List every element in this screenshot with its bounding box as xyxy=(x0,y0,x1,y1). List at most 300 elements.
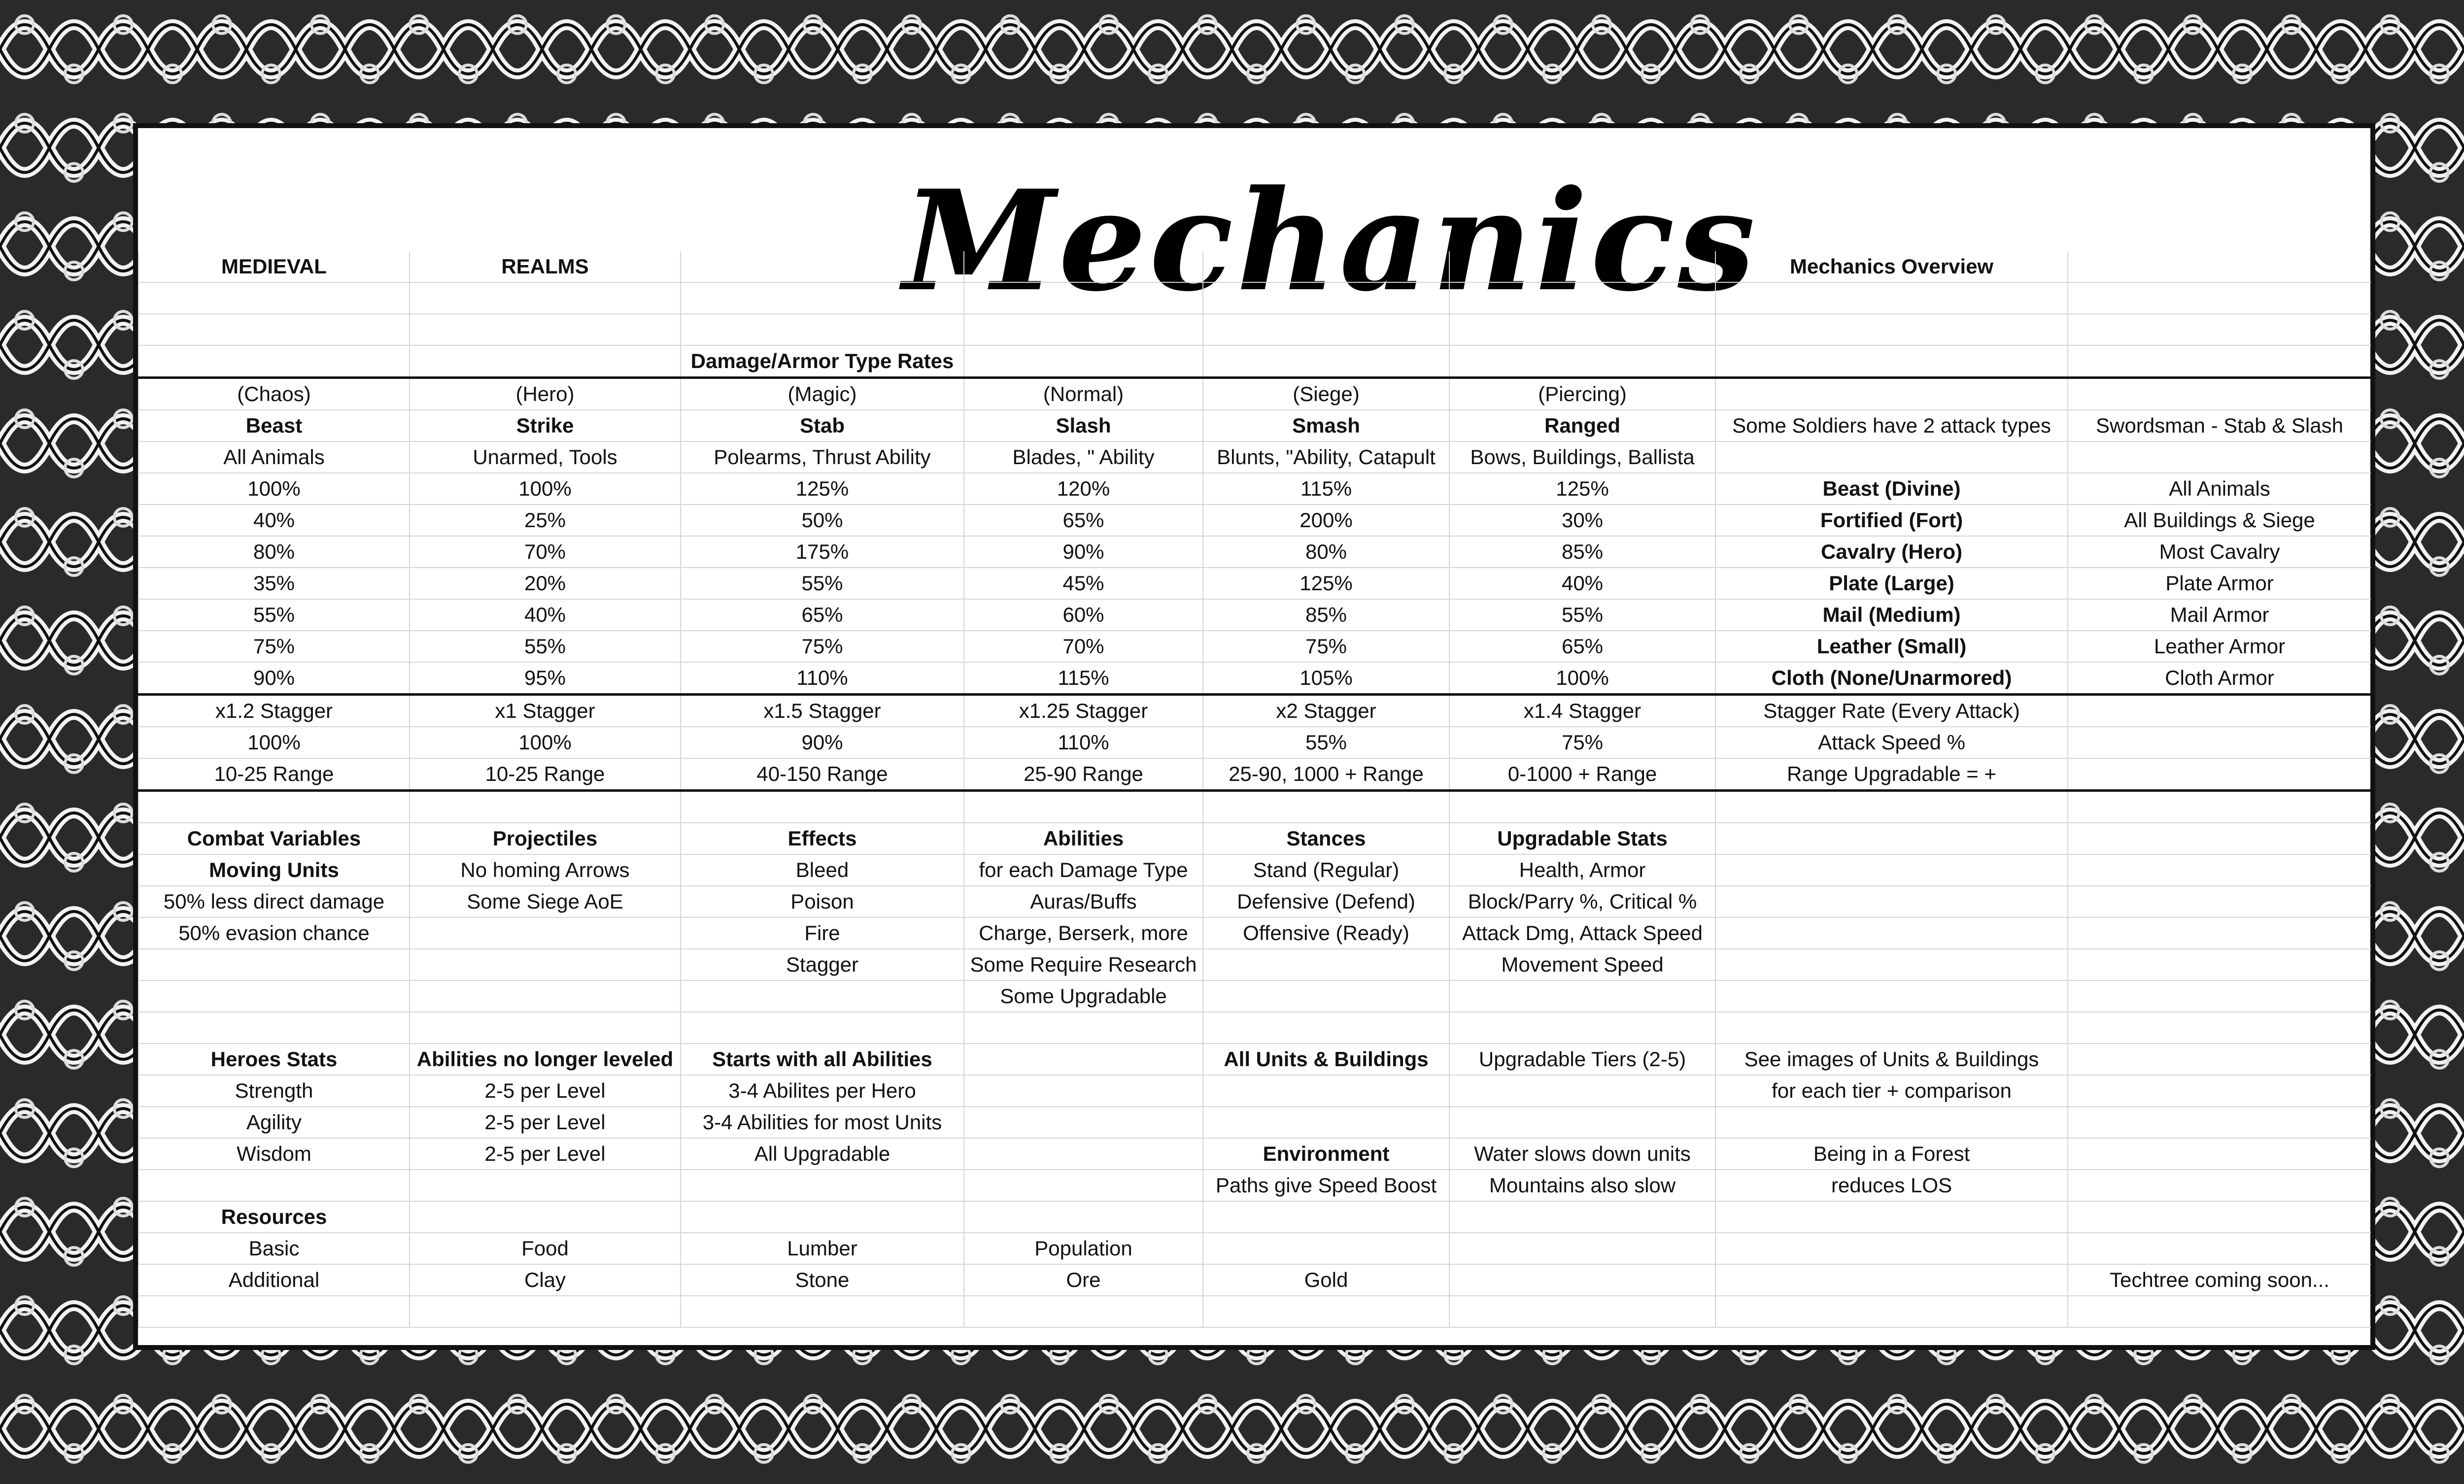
table-cell[interactable]: Fortified (Fort) xyxy=(1715,505,2068,536)
table-row xyxy=(138,314,2371,345)
table-cell[interactable]: 55% xyxy=(1203,727,1449,758)
table-cell[interactable]: 90% xyxy=(681,727,964,758)
stagger-row xyxy=(138,695,2371,727)
table-cell[interactable] xyxy=(1715,917,2068,949)
table-cell[interactable]: 100% xyxy=(138,727,410,758)
table-cell[interactable]: Polearms, Thrust Ability xyxy=(681,441,964,473)
table-cell[interactable]: 25% xyxy=(410,505,681,536)
table-cell[interactable]: Offensive (Ready) xyxy=(1203,917,1449,949)
table-cell[interactable] xyxy=(1715,1296,2068,1327)
table-cell[interactable]: Additional xyxy=(138,1264,410,1296)
table-cell[interactable] xyxy=(1715,282,2068,314)
table-cell[interactable]: Beast (Divine) xyxy=(1715,473,2068,505)
table-cell[interactable]: 75% xyxy=(1449,727,1715,758)
table-cell[interactable]: 105% xyxy=(1203,662,1449,695)
table-cell[interactable]: Blades, " Ability xyxy=(964,441,1203,473)
table-cell[interactable] xyxy=(1203,345,1449,378)
table-cell[interactable] xyxy=(138,791,410,823)
table-cell[interactable]: 65% xyxy=(1449,631,1715,662)
table-cell[interactable]: Slash xyxy=(964,410,1203,441)
table-cell[interactable]: Ranged xyxy=(1449,410,1715,441)
table-cell[interactable] xyxy=(1203,1012,1449,1044)
table-cell[interactable]: 90% xyxy=(964,536,1203,568)
table-cell[interactable]: Effects xyxy=(681,823,964,854)
table-cell[interactable] xyxy=(1715,886,2068,917)
table-cell[interactable]: Resources xyxy=(138,1201,410,1233)
table-cell[interactable] xyxy=(2068,1075,2371,1107)
table-cell[interactable] xyxy=(410,1170,681,1201)
table-cell[interactable]: Gold xyxy=(1203,1264,1449,1296)
table-cell[interactable] xyxy=(1715,823,2068,854)
table-cell[interactable] xyxy=(1449,1107,1715,1138)
table-cell[interactable]: REALMS xyxy=(410,251,681,282)
table-cell[interactable]: 100% xyxy=(1449,662,1715,695)
table-cell[interactable]: 0-1000 + Range xyxy=(1449,758,1715,791)
table-cell[interactable] xyxy=(2068,1012,2371,1044)
combat-row xyxy=(138,980,2371,1012)
table-cell[interactable]: 100% xyxy=(410,727,681,758)
heroes-row xyxy=(138,1044,2371,1075)
table-cell[interactable]: Mountains also slow xyxy=(1449,1170,1715,1201)
table-cell[interactable] xyxy=(138,1296,410,1327)
table-cell[interactable]: 10-25 Range xyxy=(138,758,410,791)
table-cell[interactable] xyxy=(2068,917,2371,949)
table-cell[interactable]: Charge, Berserk, more xyxy=(964,917,1203,949)
table-cell[interactable] xyxy=(1715,854,2068,886)
table-cell[interactable] xyxy=(410,282,681,314)
table-cell[interactable]: (Siege) xyxy=(1203,378,1449,410)
table-cell[interactable] xyxy=(1449,980,1715,1012)
table-cell[interactable]: Upgradable Stats xyxy=(1449,823,1715,854)
table-cell[interactable] xyxy=(1715,980,2068,1012)
table-cell[interactable] xyxy=(2068,1201,2371,1233)
table-cell[interactable]: (Magic) xyxy=(681,378,964,410)
table-cell[interactable] xyxy=(138,314,410,345)
table-cell[interactable]: Population xyxy=(964,1233,1203,1264)
table-cell[interactable] xyxy=(964,1170,1203,1201)
table-cell[interactable] xyxy=(681,1170,964,1201)
spreadsheet-sheet xyxy=(138,128,2370,1345)
table-cell[interactable] xyxy=(1715,1233,2068,1264)
table-cell[interactable]: 200% xyxy=(1203,505,1449,536)
table-cell[interactable] xyxy=(1715,791,2068,823)
table-cell[interactable] xyxy=(964,1138,1203,1170)
table-cell[interactable]: reduces LOS xyxy=(1715,1170,2068,1201)
table-cell[interactable]: 10-25 Range xyxy=(410,758,681,791)
speed-row xyxy=(138,727,2371,758)
table-cell[interactable]: Projectiles xyxy=(410,823,681,854)
table-row xyxy=(138,282,2371,314)
table-cell[interactable] xyxy=(1715,1012,2068,1044)
table-cell[interactable]: 25-90, 1000 + Range xyxy=(1203,758,1449,791)
table-cell[interactable] xyxy=(681,980,964,1012)
table-cell[interactable]: Some Siege AoE xyxy=(410,886,681,917)
table-cell[interactable] xyxy=(2068,854,2371,886)
table-cell[interactable]: 3-4 Abilites per Hero xyxy=(681,1075,964,1107)
table-cell[interactable] xyxy=(2068,886,2371,917)
table-cell[interactable]: 40% xyxy=(138,505,410,536)
table-cell[interactable] xyxy=(681,314,964,345)
table-cell[interactable]: Defensive (Defend) xyxy=(1203,886,1449,917)
table-cell[interactable]: 85% xyxy=(1203,599,1449,631)
table-cell[interactable] xyxy=(1449,1296,1715,1327)
table-cell[interactable]: Health, Armor xyxy=(1449,854,1715,886)
table-cell[interactable]: 95% xyxy=(410,662,681,695)
table-cell[interactable]: Swordsman - Stab & Slash xyxy=(2068,410,2371,441)
table-cell[interactable]: Strike xyxy=(410,410,681,441)
table-cell[interactable] xyxy=(410,314,681,345)
table-cell[interactable] xyxy=(138,282,410,314)
table-cell[interactable]: Leather Armor xyxy=(2068,631,2371,662)
combat-row xyxy=(138,854,2371,886)
table-cell[interactable] xyxy=(2068,441,2371,473)
table-cell[interactable] xyxy=(964,1107,1203,1138)
table-row xyxy=(138,1296,2371,1327)
table-cell[interactable]: Stab xyxy=(681,410,964,441)
table-cell[interactable] xyxy=(2068,1138,2371,1170)
table-cell[interactable]: Cloth Armor xyxy=(2068,662,2371,695)
table-cell[interactable] xyxy=(1715,441,2068,473)
table-cell[interactable]: Auras/Buffs xyxy=(964,886,1203,917)
table-cell[interactable]: Cavalry (Hero) xyxy=(1715,536,2068,568)
table-cell[interactable]: x2 Stagger xyxy=(1203,695,1449,727)
table-cell[interactable] xyxy=(2068,251,2371,282)
table-cell[interactable] xyxy=(1715,1264,2068,1296)
table-row xyxy=(138,791,2371,823)
table-cell[interactable]: 125% xyxy=(681,473,964,505)
header-row xyxy=(138,251,2371,282)
resources-title-row xyxy=(138,1201,2371,1233)
table-cell[interactable]: 65% xyxy=(681,599,964,631)
table-cell[interactable]: 75% xyxy=(681,631,964,662)
table-cell[interactable] xyxy=(1203,949,1449,980)
table-cell[interactable] xyxy=(1449,345,1715,378)
table-cell[interactable] xyxy=(1715,314,2068,345)
table-cell[interactable] xyxy=(1203,1107,1449,1138)
table-cell[interactable]: x1 Stagger xyxy=(410,695,681,727)
table-cell[interactable]: MEDIEVAL xyxy=(138,251,410,282)
table-cell[interactable] xyxy=(964,1201,1203,1233)
table-cell[interactable]: All Upgradable xyxy=(681,1138,964,1170)
table-cell[interactable] xyxy=(1449,1012,1715,1044)
table-cell[interactable]: Some Require Research xyxy=(964,949,1203,980)
table-cell[interactable]: 120% xyxy=(964,473,1203,505)
table-cell[interactable] xyxy=(410,980,681,1012)
table-cell[interactable] xyxy=(1715,1107,2068,1138)
table-cell[interactable]: Stagger xyxy=(681,949,964,980)
table-cell[interactable]: 40% xyxy=(1449,568,1715,599)
table-cell[interactable] xyxy=(2068,1044,2371,1075)
table-cell[interactable] xyxy=(138,949,410,980)
table-cell[interactable]: Wisdom xyxy=(138,1138,410,1170)
table-cell[interactable]: 80% xyxy=(138,536,410,568)
table-cell[interactable] xyxy=(964,314,1203,345)
table-cell[interactable]: Water slows down units xyxy=(1449,1138,1715,1170)
table-cell[interactable] xyxy=(410,1201,681,1233)
table-cell[interactable] xyxy=(1715,949,2068,980)
table-cell[interactable] xyxy=(1203,251,1449,282)
table-row xyxy=(138,1012,2371,1044)
heroes-row xyxy=(138,1138,2371,1170)
table-cell[interactable] xyxy=(1449,1075,1715,1107)
table-cell[interactable] xyxy=(2068,980,2371,1012)
table-cell[interactable]: Basic xyxy=(138,1233,410,1264)
table-cell[interactable] xyxy=(410,949,681,980)
table-cell[interactable]: All Buildings & Siege xyxy=(2068,505,2371,536)
table-cell[interactable] xyxy=(2068,727,2371,758)
table-cell[interactable]: All Units & Buildings xyxy=(1203,1044,1449,1075)
table-cell[interactable]: Plate Armor xyxy=(2068,568,2371,599)
table-cell[interactable]: 80% xyxy=(1203,536,1449,568)
combat-header-row xyxy=(138,823,2371,854)
table-cell[interactable]: Clay xyxy=(410,1264,681,1296)
table-cell[interactable] xyxy=(681,1201,964,1233)
table-cell[interactable]: Stagger Rate (Every Attack) xyxy=(1715,695,2068,727)
table-cell[interactable]: Some Soldiers have 2 attack types xyxy=(1715,410,2068,441)
table-cell[interactable] xyxy=(1203,1201,1449,1233)
table-cell[interactable] xyxy=(1449,1233,1715,1264)
damage-rate-row xyxy=(138,599,2371,631)
table-cell[interactable] xyxy=(2068,823,2371,854)
table-cell[interactable] xyxy=(1449,1264,1715,1296)
table-cell[interactable]: 110% xyxy=(964,727,1203,758)
table-cell[interactable] xyxy=(2068,378,2371,410)
table-cell[interactable] xyxy=(1203,1233,1449,1264)
table-cell[interactable]: Moving Units xyxy=(138,854,410,886)
table-cell[interactable]: Environment xyxy=(1203,1138,1449,1170)
table-cell[interactable]: 40% xyxy=(410,599,681,631)
table-cell[interactable]: (Chaos) xyxy=(138,378,410,410)
table-cell[interactable] xyxy=(2068,949,2371,980)
table-cell[interactable]: Paths give Speed Boost xyxy=(1203,1170,1449,1201)
table-cell[interactable]: x1.5 Stagger xyxy=(681,695,964,727)
table-cell[interactable] xyxy=(2068,345,2371,378)
table-cell[interactable]: 70% xyxy=(410,536,681,568)
table-cell[interactable]: Attack Speed % xyxy=(1715,727,2068,758)
table-cell[interactable] xyxy=(964,251,1203,282)
table-cell[interactable]: 90% xyxy=(138,662,410,695)
table-cell[interactable] xyxy=(410,917,681,949)
table-cell[interactable] xyxy=(1449,282,1715,314)
table-cell[interactable]: 115% xyxy=(964,662,1203,695)
table-cell[interactable] xyxy=(681,1012,964,1044)
table-cell[interactable] xyxy=(2068,758,2371,791)
table-cell[interactable]: x1.25 Stagger xyxy=(964,695,1203,727)
section-title-row xyxy=(138,345,2371,378)
table-cell[interactable]: Leather (Small) xyxy=(1715,631,2068,662)
table-cell[interactable] xyxy=(681,282,964,314)
table-cell[interactable]: Fire xyxy=(681,917,964,949)
table-cell[interactable]: Plate (Large) xyxy=(1715,568,2068,599)
table-cell[interactable]: 55% xyxy=(681,568,964,599)
table-cell[interactable]: Food xyxy=(410,1233,681,1264)
table-cell[interactable]: 2-5 per Level xyxy=(410,1107,681,1138)
table-cell[interactable] xyxy=(138,345,410,378)
table-cell[interactable] xyxy=(2068,1107,2371,1138)
table-cell[interactable] xyxy=(1203,282,1449,314)
heroes-row xyxy=(138,1075,2371,1107)
table-cell[interactable] xyxy=(410,791,681,823)
table-cell[interactable] xyxy=(681,791,964,823)
table-cell[interactable]: Damage/Armor Type Rates xyxy=(681,345,964,378)
table-cell[interactable]: 175% xyxy=(681,536,964,568)
table-cell[interactable]: 125% xyxy=(1449,473,1715,505)
table-cell[interactable]: Strength xyxy=(138,1075,410,1107)
table-cell[interactable]: Poison xyxy=(681,886,964,917)
table-cell[interactable]: Range Upgradable = + xyxy=(1715,758,2068,791)
table-cell[interactable]: 85% xyxy=(1449,536,1715,568)
table-cell[interactable]: Lumber xyxy=(681,1233,964,1264)
table-cell[interactable]: Unarmed, Tools xyxy=(410,441,681,473)
table-cell[interactable]: Mail (Medium) xyxy=(1715,599,2068,631)
table-cell[interactable]: Mail Armor xyxy=(2068,599,2371,631)
table-cell[interactable] xyxy=(964,1044,1203,1075)
table-cell[interactable]: Stone xyxy=(681,1264,964,1296)
table-cell[interactable]: Upgradable Tiers (2-5) xyxy=(1449,1044,1715,1075)
table-cell[interactable]: All Animals xyxy=(138,441,410,473)
table-cell[interactable] xyxy=(1203,1075,1449,1107)
table-cell[interactable]: Abilities xyxy=(964,823,1203,854)
table-cell[interactable]: 110% xyxy=(681,662,964,695)
table-cell[interactable]: (Normal) xyxy=(964,378,1203,410)
table-cell[interactable]: 2-5 per Level xyxy=(410,1138,681,1170)
damage-rate-row xyxy=(138,536,2371,568)
table-cell[interactable]: 125% xyxy=(1203,568,1449,599)
table-cell[interactable] xyxy=(1449,251,1715,282)
table-cell[interactable]: Mechanics Overview xyxy=(1715,251,2068,282)
table-cell[interactable]: Ore xyxy=(964,1264,1203,1296)
table-cell[interactable]: 30% xyxy=(1449,505,1715,536)
table-cell[interactable]: 55% xyxy=(1449,599,1715,631)
range-row xyxy=(138,758,2371,791)
table-cell[interactable]: 100% xyxy=(410,473,681,505)
table-cell[interactable]: (Hero) xyxy=(410,378,681,410)
table-cell[interactable]: 75% xyxy=(138,631,410,662)
table-cell[interactable]: Techtree coming soon... xyxy=(2068,1264,2371,1296)
table-cell[interactable]: Combat Variables xyxy=(138,823,410,854)
table-cell[interactable] xyxy=(1715,1201,2068,1233)
table-cell[interactable] xyxy=(2068,695,2371,727)
table-cell[interactable] xyxy=(1449,791,1715,823)
table-cell[interactable]: 25-90 Range xyxy=(964,758,1203,791)
table-cell[interactable] xyxy=(410,1012,681,1044)
damage-rate-row xyxy=(138,631,2371,662)
table-cell[interactable]: Agility xyxy=(138,1107,410,1138)
table-cell[interactable] xyxy=(964,1296,1203,1327)
table-cell[interactable]: (Piercing) xyxy=(1449,378,1715,410)
table-cell[interactable] xyxy=(964,1075,1203,1107)
table-cell[interactable]: 50% evasion chance xyxy=(138,917,410,949)
table-cell[interactable]: 40-150 Range xyxy=(681,758,964,791)
table-cell[interactable]: Stances xyxy=(1203,823,1449,854)
table-cell[interactable] xyxy=(410,345,681,378)
table-cell[interactable] xyxy=(1449,314,1715,345)
table-cell[interactable] xyxy=(681,251,964,282)
table-cell[interactable] xyxy=(964,282,1203,314)
table-cell[interactable] xyxy=(2068,282,2371,314)
table-cell[interactable] xyxy=(138,1170,410,1201)
table-cell[interactable]: Stand (Regular) xyxy=(1203,854,1449,886)
table-cell[interactable]: Cloth (None/Unarmored) xyxy=(1715,662,2068,695)
table-cell[interactable] xyxy=(964,791,1203,823)
table-cell[interactable]: for each tier + comparison xyxy=(1715,1075,2068,1107)
table-cell[interactable]: Beast xyxy=(138,410,410,441)
table-cell[interactable]: Abilities no longer leveled xyxy=(410,1044,681,1075)
table-cell[interactable] xyxy=(1203,980,1449,1012)
table-cell[interactable] xyxy=(2068,1170,2371,1201)
table-cell[interactable]: See images of Units & Buildings xyxy=(1715,1044,2068,1075)
mechanics-table xyxy=(138,251,2371,1328)
table-cell[interactable] xyxy=(964,1012,1203,1044)
table-cell[interactable] xyxy=(410,1296,681,1327)
table-cell[interactable]: 50% xyxy=(681,505,964,536)
table-cell[interactable]: 3-4 Abilities for most Units xyxy=(681,1107,964,1138)
table-cell[interactable]: 2-5 per Level xyxy=(410,1075,681,1107)
table-cell[interactable]: x1.4 Stagger xyxy=(1449,695,1715,727)
table-cell[interactable]: 115% xyxy=(1203,473,1449,505)
table-cell[interactable]: 65% xyxy=(964,505,1203,536)
table-cell[interactable]: 60% xyxy=(964,599,1203,631)
table-cell[interactable] xyxy=(681,1296,964,1327)
table-cell[interactable]: Being in a Forest xyxy=(1715,1138,2068,1170)
table-cell[interactable]: 75% xyxy=(1203,631,1449,662)
table-cell[interactable] xyxy=(1715,345,2068,378)
table-cell[interactable] xyxy=(138,980,410,1012)
table-cell[interactable]: Most Cavalry xyxy=(2068,536,2371,568)
table-cell[interactable]: 20% xyxy=(410,568,681,599)
table-cell[interactable]: Smash xyxy=(1203,410,1449,441)
table-cell[interactable]: Bleed xyxy=(681,854,964,886)
table-cell[interactable]: 55% xyxy=(138,599,410,631)
table-cell[interactable] xyxy=(1203,1296,1449,1327)
table-cell[interactable]: Block/Parry %, Critical % xyxy=(1449,886,1715,917)
table-cell[interactable]: No homing Arrows xyxy=(410,854,681,886)
combat-row xyxy=(138,917,2371,949)
table-cell[interactable]: for each Damage Type xyxy=(964,854,1203,886)
table-cell[interactable] xyxy=(1715,378,2068,410)
table-cell[interactable]: Heroes Stats xyxy=(138,1044,410,1075)
table-cell[interactable] xyxy=(2068,314,2371,345)
table-cell[interactable]: Starts with all Abilities xyxy=(681,1044,964,1075)
resources-row xyxy=(138,1233,2371,1264)
damage-rate-row xyxy=(138,505,2371,536)
table-cell[interactable] xyxy=(2068,791,2371,823)
table-cell[interactable]: Movement Speed xyxy=(1449,949,1715,980)
table-cell[interactable]: 70% xyxy=(964,631,1203,662)
table-cell[interactable]: 100% xyxy=(138,473,410,505)
table-cell[interactable] xyxy=(1203,791,1449,823)
table-cell[interactable]: Blunts, "Ability, Catapult xyxy=(1203,441,1449,473)
table-cell[interactable]: 55% xyxy=(410,631,681,662)
table-cell[interactable]: 35% xyxy=(138,568,410,599)
table-cell[interactable] xyxy=(2068,1233,2371,1264)
table-cell[interactable] xyxy=(1449,1201,1715,1233)
table-cell[interactable]: Attack Dmg, Attack Speed xyxy=(1449,917,1715,949)
table-cell[interactable] xyxy=(964,345,1203,378)
table-cell[interactable] xyxy=(138,1012,410,1044)
resources-row xyxy=(138,1264,2371,1296)
table-cell[interactable] xyxy=(1203,314,1449,345)
page-title: Mechanics xyxy=(903,168,1758,315)
table-cell[interactable]: All Animals xyxy=(2068,473,2371,505)
table-cell[interactable] xyxy=(2068,1296,2371,1327)
table-cell[interactable]: Bows, Buildings, Ballista xyxy=(1449,441,1715,473)
table-cell[interactable]: 50% less direct damage xyxy=(138,886,410,917)
damage-rate-row xyxy=(138,568,2371,599)
table-cell[interactable]: x1.2 Stagger xyxy=(138,695,410,727)
table-cell[interactable]: 45% xyxy=(964,568,1203,599)
table-cell[interactable]: Some Upgradable xyxy=(964,980,1203,1012)
